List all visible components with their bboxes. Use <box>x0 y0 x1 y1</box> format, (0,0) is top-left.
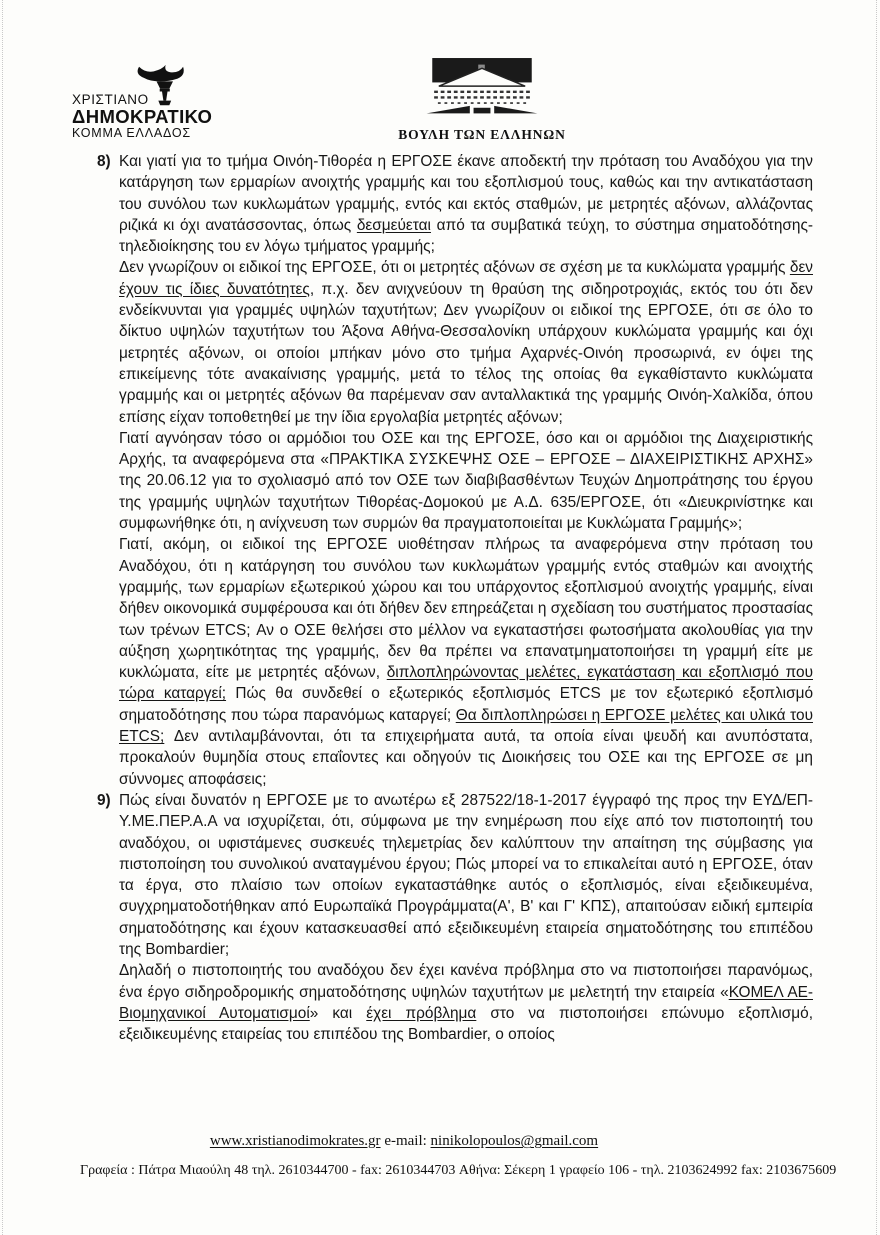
item-body <box>119 151 813 790</box>
scan-edge-left <box>2 0 3 1235</box>
paragraph <box>119 534 813 790</box>
footer-links <box>0 1133 808 1150</box>
text-run: στο να πιστοποιήσει επώνυμο εξοπλισμό, εξειδικευμένης εταιρείας του επιπέδου της Bombardier, ο οποίος <box>119 1004 813 1044</box>
torch-icon <box>130 64 194 108</box>
party-name-line1: ΧΡΙΣΤΙΑΝΟ <box>72 92 149 107</box>
underlined-text: δεν έχουν τις ίδιες δυνατότητες <box>119 259 813 298</box>
text-run: Γιατί αγνόησαν τόσο οι αρμόδιοι του ΟΣΕ και της ΕΡΓΟΣΕ, όσο και οι αρμόδιοι της Διαχειριστικής Αρχής, τα αναφερόμενα στα «ΠΡΑΚΤΙΚΑ ΣΥΣΚΕΨΗΣ ΟΣΕ – ΕΡΓΟΣΕ – ΔΙΑΧΕΙΡΙΣΤΙΚΗΣ ΑΡΧΗΣ» της 20.06.12 για το σχολιασμό από τον ΟΣΕ των διαβιβασθέντων Τευχών Δημοπράτησης του έργου της γραμμής υψηλών ταχυτήτων Τιθορέας-Δομοκού με Α.Δ. 635/ΕΡΓΟΣΕ, ότι «Διευκρινίστηκε και συμφωνήθηκε ότι, η ανίχνευση των συρμών θα πραγματοποιείται με Κυκλώματα Γραμμής»; <box>119 429 813 533</box>
text-run: Δηλαδή ο πιστοποιητής του αναδόχου δεν έχει κανένα πρόβλημα στο να πιστοποιήσει παρανόμως, ένα έργο σιδηροδρομικής σηματοδότησης υψηλών ταχυτήτων με μελετητή την εταιρεία « <box>119 962 813 1001</box>
text-run: , π.χ. δεν ανιχνεύουν τη θραύση της σιδηροτροχιάς, εκτός του ότι δεν ενδείκνυνται για γραμμές υψηλών ταχυτήτων; Δεν γνωρίζουν οι ειδικοί της ΕΡΓΟΣΕ, ότι σε όλο το δίκτυο υψηλών ταχυτήτων του Άξονα Αθήνα-Θεσσαλονίκη υπάρχουν κυκλώματα γραμμής και όχι μετρητές αξόνων, οι οποίοι μπήκαν μόνο στο τμήμα Αχαρνές-Οινόη προσωρινά, εν όψει της επικείμενης τότε ανακαίνισης γραμμής, μετά το τέλος της οποίας θα εγκαθίσταντο κυκλώματα γραμμής και οι μετρητές αξόνων θα παρέμεναν σαν ανταλλακτικά της γραμμής Οινόη-Χαλκίδα, όπου επίσης είχαν τοποθετηθεί με την ίδια εργολαβία μετρητές αξόνων; <box>119 280 813 426</box>
item-body <box>119 790 813 1046</box>
paragraph <box>119 151 813 257</box>
paragraph <box>119 960 813 1045</box>
party-logo <box>72 64 247 140</box>
text-run: Πώς είναι δυνατόν η ΕΡΓΟΣΕ με το ανωτέρω εξ 287522/18-1-2017 έγγραφό της προς την ΕΥΔ/ΕΠ-Υ.ΜΕ.ΠΕΡ.Α.Α να ισχυρίζεται, ότι, σύμφωνα με την ενημέρωση που είχε από τον πιστοποιητή του αναδόχου, οι υφιστάμενες συσκευές τηλεμετρίας δεν καλύπτουν την απαίτηση της σύμβασης για πιστοποίηση του συνολικού αναταγμένου έργου; Πώς μπορεί να το επικαλείται αυτό η ΕΡΓΟΣΕ, όταν τα έργα, στο πλαίσιο των οποίων εγκαταστάθηκε αυτός ο εξοπλισμός, είναι εξειδικευμένα, συγχρηματοδοτήθηκαν από Ευρωπαϊκά Προγράμματα(Α', Β' και Γ' ΚΠΣ), απαιτούσαν ειδική εμπειρία σηματοδότησης και έχουν κατασκευασθεί από εξειδικευμένη εταιρεία σηματοδότησης του επιπέδου της Bombardier; <box>119 791 813 958</box>
party-name-line2: ΔΗΜΟΚΡΑΤΙΚΟ <box>72 106 213 128</box>
text-run: » και <box>309 1004 367 1022</box>
underlined-text: δεσμεύεται <box>356 216 431 234</box>
item-number: 9) <box>97 791 111 809</box>
text-run: Και γιατί για το τμήμα Οινόη-Τιθορέα η ΕΡΓΟΣΕ έκανε αποδεκτή την πρόταση του Αναδόχου για την κατάργηση των ερμαρίων ανοιχτής γραμμής και του εξοπλισμού τους, καθώς και την αντικατάσταση του συνόλου των κυκλωμάτων γραμμής, εντός και εκτός σταθμών, με μετρητές αξόνων, αλλάζοντας ριζικά κι όχι ανατάσσοντας, όπως <box>119 153 813 234</box>
underlined-text: έχει πρόβλημα <box>366 1004 477 1022</box>
item-number: 8) <box>97 153 111 170</box>
document-body <box>97 151 813 1136</box>
parliament-logo <box>397 58 567 143</box>
email-link[interactable]: ninikolopoulos@gmail.com <box>430 1133 599 1149</box>
text-run: Δεν γνωρίζουν οι ειδικοί της ΕΡΓΟΣΕ, ότι οι μετρητές αξόνων σε σχέση με τα κυκλώματα γραμμής <box>119 259 790 277</box>
paragraph <box>119 257 813 427</box>
website-link[interactable]: www.xristianodimokrates.gr <box>209 1133 381 1149</box>
numbered-item <box>97 790 813 1046</box>
underlined-text: Θα διπλοπληρώσει η ΕΡΓΟΣΕ μελέτες και υλικά του ETCS; <box>119 706 813 746</box>
text-run: Δεν αντιλαμβάνονται, ότι τα επιχειρήματα αυτά, τα οποία είναι ψευδή και ανυπόστατα, προκαλούν θυμηδία στους επαΐοντες και οδηγούν τις Διοικήσεις του ΟΣΕ και της ΕΡΓΟΣΕ σε μη σύννομες αποφάσεις; <box>119 728 813 788</box>
footer-offices: Γραφεία : Πάτρα Μιαούλη 48 τηλ. 2610344700 - fax: 2610344703 Αθήνα: Σέκερη 1 γραφείο 106 - τηλ. 2103624992 fax: 2103675609 <box>80 1163 837 1178</box>
email-label: e-mail: <box>380 1133 431 1149</box>
party-name-line3: ΚΟΜΜΑ ΕΛΛΑΔΟΣ <box>72 125 191 140</box>
text-run: Γιατί, ακόμη, οι ειδικοί της ΕΡΓΟΣΕ υιοθέτησαν πλήρως τα αναφερόμενα στην πρόταση του Αναδόχου, ότι η κατάργηση του συνόλου των κυκλωμάτων γραμμής εντός σταθμών και ανοιχτής γραμμής, των ερμαρίων εξωτερικού χώρου και του υπάρχοντος εξοπλισμού ανοιχτής γραμμής, είναι δήθεν οικονομικά συμφέρουσα και ότι δήθεν δεν επηρεάζεται η σχεδίαση του συστήματος προστασίας των τρένων ETCS; Αν ο ΟΣΕ θελήσει στο μέλλον να εγκαταστήσει φωτοσήματα ακολουθίας για την αύξηση χωρητικότητας της γραμμής, δεν θα πρέπει να επανατμηματοποιήσει τη γραμμή είτε με κυκλώματα, είτε με μετρητές αξόνων, <box>119 536 813 682</box>
parliament-building-icon <box>421 58 543 120</box>
numbered-item <box>97 151 813 790</box>
underlined-text: διπλοπληρώνοντας μελέτες, εγκατάσταση και εξοπλισμό που τώρα καταργεί; <box>119 664 813 703</box>
text-run: από τα συμβατικά τεύχη, το σύστημα σηματοδότησης-τηλεδιοίκησης του εν λόγω τμήματος γραμμής; <box>119 216 813 256</box>
scan-edge-right <box>876 0 877 1235</box>
paragraph <box>119 428 813 534</box>
underlined-text: ΚΟΜΕΛ ΑΕ-Βιομηχανικοί Αυτοματισμοί <box>119 983 813 1022</box>
parliament-caption: ΒΟΥΛΗ ΤΩΝ ΕΛΛΗΝΩΝ <box>398 127 566 142</box>
paragraph <box>119 790 813 960</box>
text-run: Πώς θα συνδεθεί ο εξωτερικός εξοπλισμός ETCS με τον εξωτερικό εξοπλισμό σηματοδότησης που τώρα παρανόμως καταργεί; <box>119 685 813 724</box>
